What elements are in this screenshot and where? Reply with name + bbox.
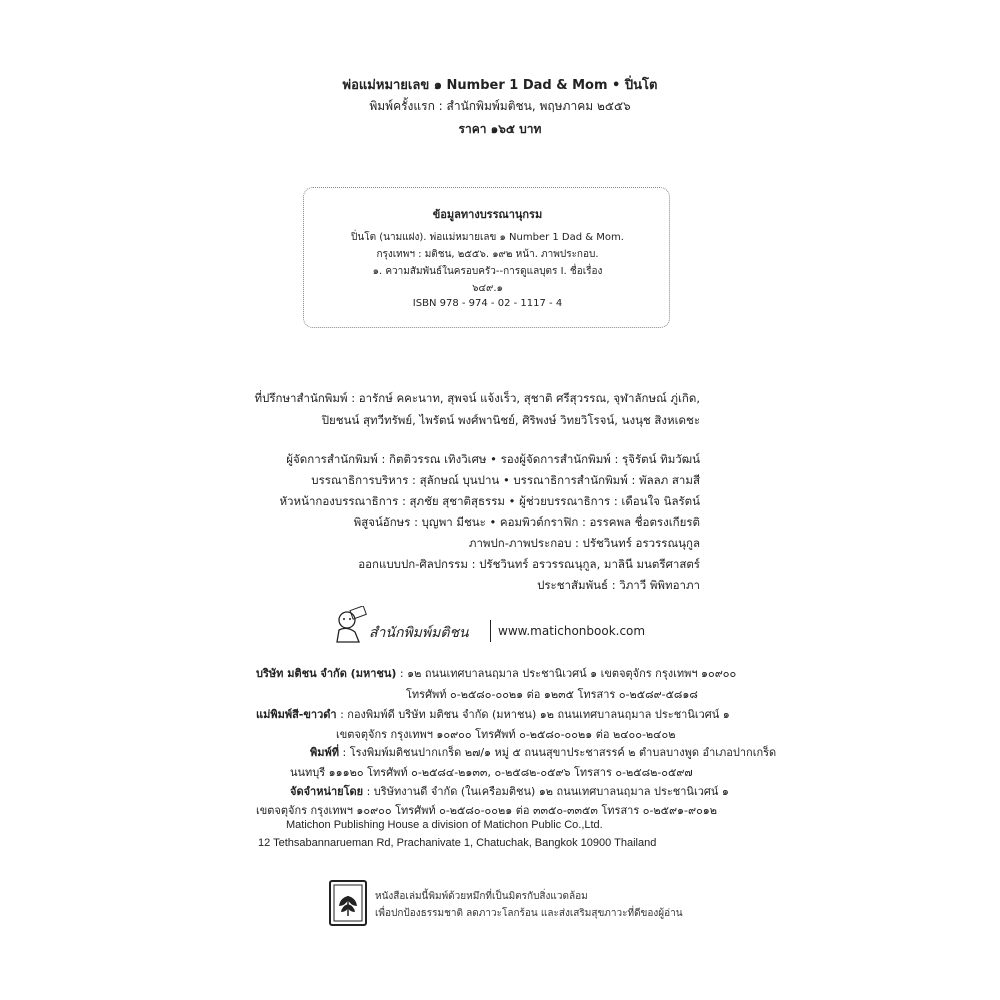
- publisher-logo: [333, 606, 483, 652]
- cip-line: ๑. ความสัมพันธ์ในครอบครัว--การดูแลบุตร I. ชื่อเรื่อง: [372, 266, 603, 277]
- cip-isbn: ISBN 978 - 974 - 02 - 1117 - 4: [412, 298, 563, 309]
- staff-line: ออกแบบปก-ศิลปกรรม : ปรัชวินทร์ อรวรรณนุกูล, มาลินี มนตรีศาสตร์: [358, 557, 700, 571]
- plate-label: แม่พิมพ์สี-ขาวดำ: [256, 708, 337, 721]
- staff-line: ภาพปก-ภาพประกอบ : ปรัชวินทร์ อรวรรณนุกูล: [468, 536, 700, 550]
- price-line: ราคา ๑๖๕ บาท: [458, 122, 542, 136]
- plate-line: [256, 705, 730, 723]
- dist-label: จัดจำหน่ายโดย: [290, 785, 364, 798]
- english-address: 12 Tethsabannarueman Rd, Prachanivate 1, Chatuchak, Bangkok 10900 Thailand: [258, 837, 657, 849]
- eco-note-line: เพื่อปกป้องธรรมชาติ ลดภาวะโลกร้อน และส่งเสริมสุขภาวะที่ดีของผู้อ่าน: [375, 908, 683, 919]
- leaf-icon: [331, 882, 365, 924]
- company-line: [256, 664, 736, 682]
- print-phone: นนทบุรี ๑๑๑๒๐ โทรศัพท์ ๐-๒๕๘๔-๒๑๓๓, ๐-๒๕๘๒-๐๕๙๖ โทรสาร ๐-๒๕๘๒-๐๕๙๗: [290, 766, 693, 779]
- advisors-line: ที่ปรึกษาสำนักพิมพ์ : อารักษ์ คคะนาท, สุพจน์ แจ้งเร็ว, สุชาติ ศรีสุวรรณ, จุฬาลักษณ์ ภู่เกิด,: [254, 391, 700, 405]
- staff-line: พิสูจน์อักษร : บุญพา มีชนะ • คอมพิวต์กราฟิก : อรรคพล ชื่อตรงเกียรติ: [353, 515, 700, 529]
- company-address: : ๑๒ ถนนเทศบาลนฤมาล ประชานิเวศน์ ๑ เขตจตุจักร กรุงเทพฯ ๑๐๙๐๐: [396, 667, 737, 680]
- english-publisher: Matichon Publishing House a division of Matichon Public Co.,Ltd.: [286, 819, 603, 831]
- dist-address: : บริษัทงานดี จำกัด (ในเครือมติชน) ๑๒ ถนนเทศบาลนฤมาล ประชานิเวศน์ ๑: [363, 785, 729, 798]
- staff-line: หัวหน้ากองบรรณาธิการ : สุภชัย สุชาติสุธรรม • ผู้ช่วยบรรณาธิการ : เดือนใจ นิลรัตน์: [279, 494, 700, 508]
- print-address: : โรงพิมพ์มติชนปากเกร็ด ๒๗/๑ หมู่ ๕ ถนนสุขาประชาสรรค์ ๒ ตำบลบางพูด อำเภอปากเกร็ด: [339, 746, 777, 759]
- cip-line: กรุงเทพฯ : มติชน, ๒๕๕๖. ๑๙๒ หน้า. ภาพประกอบ.: [376, 249, 599, 260]
- plate-phone: เขตจตุจักร กรุงเทพฯ ๑๐๙๐๐ โทรศัพท์ ๐-๒๕๘๐-๐๐๒๑ ต่อ ๒๔๐๐-๒๔๐๒: [336, 728, 676, 741]
- dist-line: [290, 782, 729, 800]
- print-label: พิมพ์ที่: [310, 746, 340, 759]
- logo-divider: [490, 620, 491, 642]
- advisors-line: ปิยชนน์ สุทวีทรัพย์, ไพรัตน์ พงศ์พานิชย์, ศิริพงษ์ วิทยวิโรจน์, นงนุช สิงหเดชะ: [321, 413, 700, 427]
- staff-line: ผู้จัดการสำนักพิมพ์ : กิตติวรรณ เทิงวิเศษ • รองผู้จัดการสำนักพิมพ์ : รุจิรัตน์ ทิมวัฒน์: [286, 452, 700, 466]
- website-link[interactable]: www.matichonbook.com: [498, 624, 646, 638]
- cip-heading: ข้อมูลทางบรรณานุกรม: [432, 208, 543, 221]
- staff-line: ประชาสัมพันธ์ : วิภาวี พิพิทอาภา: [537, 578, 700, 592]
- first-print-line: พิมพ์ครั้งแรก : สำนักพิมพ์มติชน, พฤษภาคม ๒๕๕๖: [369, 99, 631, 113]
- dist-phone: เขตจตุจักร กรุงเทพฯ ๑๐๙๐๐ โทรศัพท์ ๐-๒๕๘๐-๐๐๒๑ ต่อ ๓๓๕๐-๓๓๕๓ โทรสาร ๐-๒๕๙๑-๙๐๑๒: [256, 804, 718, 817]
- plate-address: : กองพิมพ์ดี บริษัท มติชน จำกัด (มหาชน) ๑๒ ถนนเทศบาลนฤมาล ประชานิเวศน์ ๑: [336, 708, 730, 721]
- company-phone: โทรศัพท์ ๐-๒๕๘๐-๐๐๒๑ ต่อ ๑๒๓๕ โทรสาร ๐-๒๕๘๙-๕๘๑๘: [406, 688, 698, 701]
- cip-box: [303, 187, 670, 328]
- book-title: พ่อแม่หมายเลข ๑ Number 1 Dad & Mom • ปิ่นโต: [342, 78, 658, 93]
- logo-wordmark: สำนักพิมพ์มติชน: [369, 625, 469, 641]
- print-line: [310, 743, 776, 761]
- staff-line: บรรณาธิการบริหาร : สุลักษณ์ บุนปาน • บรรณาธิการสำนักพิมพ์ : พัลลภ สามสี: [311, 473, 700, 487]
- cip-line: ๖๔๙.๑: [472, 283, 503, 294]
- eco-note-line: หนังสือเล่มนี้พิมพ์ด้วยหมึกที่เป็นมิตรกับสิ่งแวดล้อม: [375, 891, 588, 902]
- company-label: บริษัท มติชน จำกัด (มหาชน): [256, 667, 397, 680]
- cip-line: ปิ่นโต (นามแฝง). พ่อแม่หมายเลข ๑ Number 1 Dad & Mom.: [351, 232, 624, 243]
- eco-leaf-box: [329, 880, 367, 926]
